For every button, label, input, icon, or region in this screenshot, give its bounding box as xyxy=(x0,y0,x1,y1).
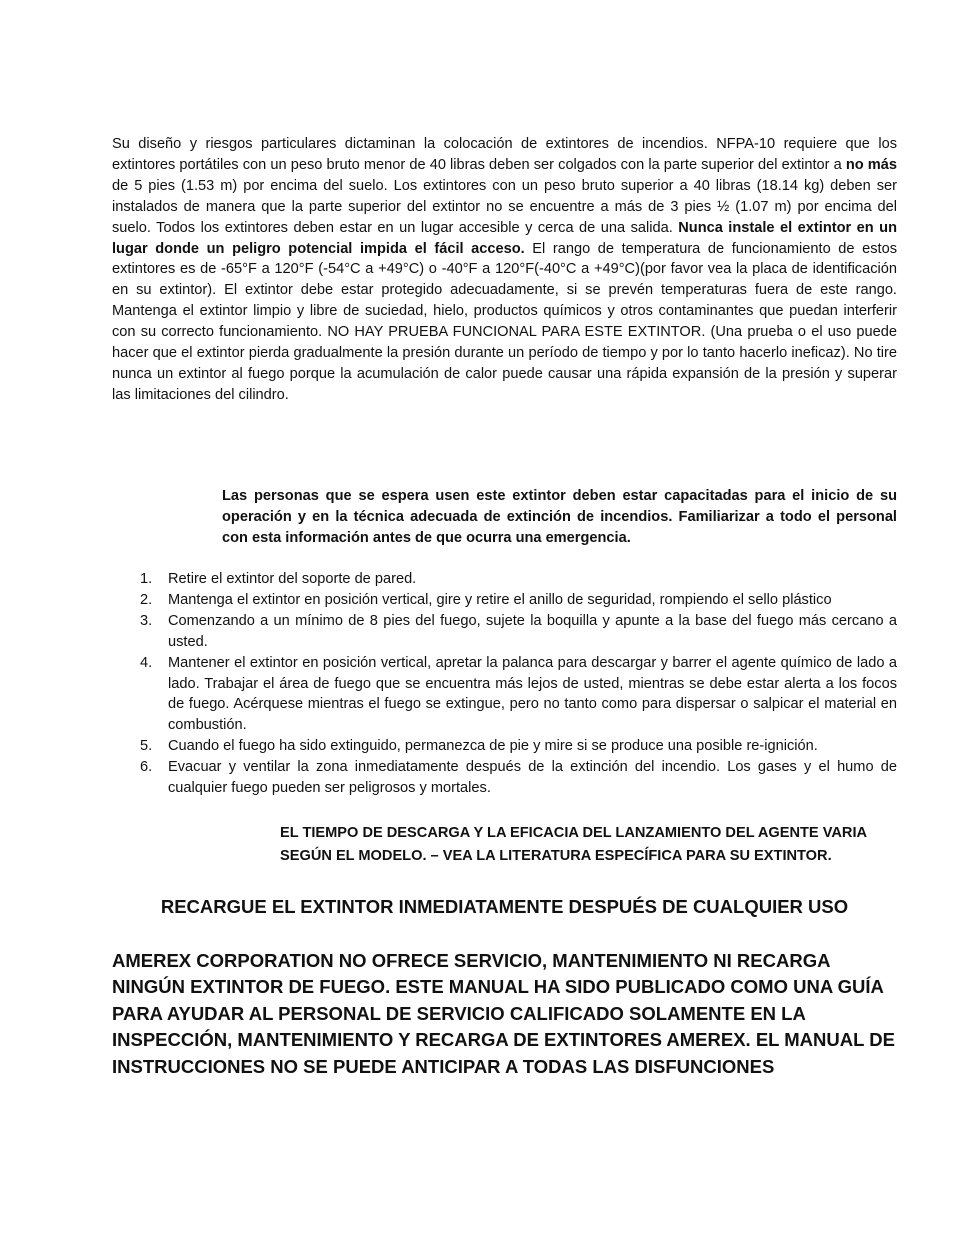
step-number: 4. xyxy=(140,654,153,671)
list-item xyxy=(112,569,897,590)
step-text: Cuando el fuego ha sido extinguido, permanezca de pie y mire si se produce una posible re-ignición. xyxy=(168,738,818,755)
step-text: Mantener el extintor en posición vertical, apretar la palanca para descargar y barrer el agente químico de lado a lado. Trabajar el área de fuego que se encuentra más lejos de usted, mientras se debe estar alerta a los focos de fuego. Acérquese mientras el fuego se extingue, pero no tanto como para dispersar o salpicar el material en combustión. xyxy=(168,654,897,734)
discharge-notice xyxy=(280,822,897,868)
discharge-line-2: SEGÚN EL MODELO. – VEA LA LITERATURA ESPECÍFICA PARA SU EXTINTOR. xyxy=(280,848,832,864)
intro-text-2: de 5 pies (1.53 m) por encima del suelo. Los extintores con un peso bruto superior a 40 libras (18.14 kg) deben ser instalados de manera que la parte superior del extintor no se encuentre a más de 3 pies ½ (1.07 m) por encima del suelo. Todos los extintores deben estar en un lugar accesible y cerca de una salida. xyxy=(112,177,897,236)
recharge-heading: RECARGUE EL EXTINTOR INMEDIATAMENTE DESPUÉS DE CUALQUIER USO xyxy=(160,896,849,917)
disclaimer-line-1: AMEREX CORPORATION NO OFRECE SERVICIO, MANTENIMIENTO NI RECARGA xyxy=(112,950,831,971)
step-number: 3. xyxy=(140,612,153,629)
training-warning: Las personas que se espera usen este extintor deben estar capacitadas para el inicio de su operación y en la técnica adecuada de extinción de incendios. Familiarizar a todo el personal con esta información antes de que ocurra una emergencia. xyxy=(222,488,897,546)
intro-bold-no-mas: no más xyxy=(845,156,898,173)
step-text: Evacuar y ventilar la zona inmediatamente después de la extinción del incendio. Los gases y el humo de cualquier fuego pueden ser peligrosos y mortales. xyxy=(168,759,897,797)
disclaimer-line-4: INSPECCIÓN, MANTENIMIENTO Y RECARGA DE EXTINTORES AMEREX. EL MANUAL DE xyxy=(112,1029,895,1051)
installation-paragraph xyxy=(112,134,897,406)
disclaimer-line-3: PARA AYUDAR AL PERSONAL DE SERVICIO CALIFICADO SOLAMENTE EN LA xyxy=(112,1002,806,1024)
step-number: 5. xyxy=(140,738,153,755)
step-text: Mantenga el extintor en posición vertical, gire y retire el anillo de seguridad, rompiendo el sello plástico xyxy=(168,591,832,608)
list-item xyxy=(112,590,897,611)
step-text: Retire el extintor del soporte de pared. xyxy=(168,571,417,587)
step-number: 1. xyxy=(140,571,153,587)
intro-text-1: Su diseño y riesgos particulares dictaminan la colocación de extintores de incendios. NFPA-10 requiere que los extintores portátiles con un peso bruto menor de 40 libras deben ser colgados con la parte superior del extintor a xyxy=(112,136,897,173)
disclaimer-line-2: NINGÚN EXTINTOR DE FUEGO. ESTE MANUAL HA SIDO PUBLICADO COMO UNA GUÍA xyxy=(112,976,884,998)
discharge-line-1: EL TIEMPO DE DESCARGA Y LA EFICACIA DEL LANZAMIENTO DEL AGENTE VARIA xyxy=(280,825,868,841)
list-item xyxy=(112,757,897,799)
amerex-disclaimer xyxy=(112,948,897,1080)
list-item xyxy=(112,736,897,757)
intro-text-3: El rango de temperatura de funcionamiento de estos extintores es de -65°F a 120°F (-54°C a +49°C) o -40°F a 120°F(-40°C a +49°C)(por favor vea la placa de identificación en su extintor). El extintor debe estar protegido adecuadamente, si se prevén temperaturas fuera de este rango. Mantenga el extintor limpio y libre de suciedad, hielo, productos químicos y otros contaminantes que puedan interferir con su correcto funcionamiento. NO HAY PRUEBA FUNCIONAL PARA ESTE EXTINTOR. (Una prueba o el uso puede hacer que el extintor pierda gradualmente la presión durante un período de tiempo y por lo tanto hacerlo ineficaz). No tire nunca un extintor al fuego porque la acumulación de calor puede causar una rápida expansión de la presión y superar las limitaciones del cilindro. xyxy=(112,240,897,403)
list-item xyxy=(112,653,897,737)
operation-steps-list xyxy=(112,569,897,799)
step-number: 2. xyxy=(140,591,153,608)
disclaimer-line-5: INSTRUCCIONES NO SE PUEDE ANTICIPAR A TODAS LAS DISFUNCIONES xyxy=(112,1055,775,1077)
intro-bold-nunca: Nunca instale el extintor en un lugar donde un peligro potencial impida el fácil acceso. xyxy=(112,219,897,257)
step-text: Comenzando a un mínimo de 8 pies del fuego, sujete la boquilla y apunte a la base del fuego más cercano a usted. xyxy=(168,612,897,650)
step-number: 6. xyxy=(140,759,153,776)
list-item xyxy=(112,611,897,653)
